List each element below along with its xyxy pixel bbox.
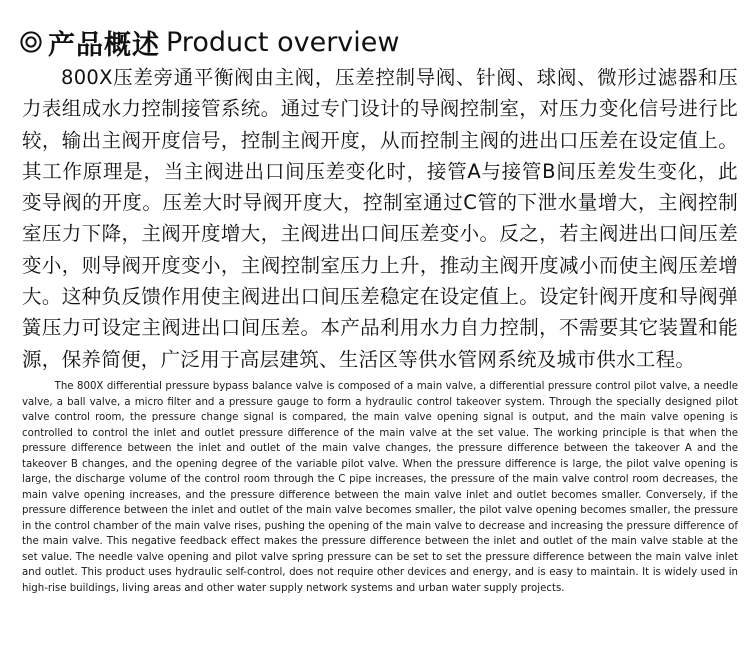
english-paragraph: The 800X differential pressure bypass balance valve is composed of a main valve, a differential pressure control pilot valve, a needle valve, a ball valve, a micro filter and a pressure gauge to form a hydraulic control takeover system. Through the specially designed pilot valve control room, the pressure change signal is compared, the main valve opening signal is output, and the main valve opening is controlled to control the inlet and outlet pressure difference of the main valve at the set value. The working principle is that when the pressure difference between the inlet and outlet of the main valve changes, the pressure difference between the takeover A and the takeover B changes, and the opening degree of the variable pilot valve. When the pressure difference is large, the pilot valve opening is large, the discharge volume of the control room through the C pipe increases, the pressure of the main valve control room decreases, the main valve opening increases, and the pressure difference between the main valve inlet and outlet becomes smaller. Conversely, if the pressure difference between the inlet and outlet of the main valve becomes smaller, the pilot valve opening becomes smaller, the pressure in the control chamber of the main valve rises, pushing the opening of the main valve to decrease and increasing the pressure difference of the main valve. This negative feedback effect makes the pressure difference between the inlet and outlet of the main valve stable at the set value. The needle valve opening and pilot valve spring pressure can be set to set the pressure difference between the main valve inlet and outlet. This product uses hydraulic self-control, does not require other devices and energy, and is easy to maintain. It is widely used in high-rise buildings, living areas and other water supply network systems and urban water supply projects. <box>22 381 738 594</box>
chinese-paragraph: 800X压差旁通平衡阀由主阀，压差控制导阀、针阀、球阀、微形过滤器和压力表组成水力控制接管系统。通过专门设计的导阀控制室，对压力变化信号进行比较，输出主阀开度信号，控制主阀开度，从而控制主阀的进出口压差在设定值上。其工作原理是，当主阀进出口间压差变化时，接管A与接管B间压差发生变化，此变导阀的开度。压差大时导阀开度大，控制室通过C管的下泄水量增大，主阀控制室压力下降，主阀开度增大，主阀进出口间压差变小。反之，若主阀进出口间压差变小，则导阀开度变小，主阀控制室压力上升，推动主阀开度减小而使主阀压差增大。这种负反馈作用使主阀进出口间压差稳定在设定值上。设定针阀开度和导阀弹簧压力可设定主阀进出口间压差。本产品利用水力自力控制，不需要其它装置和能源，保养简便，广泛用于高层建筑、生活区等供水管网系统及城市供水工程。 <box>22 66 738 371</box>
double-circle-icon <box>20 31 42 53</box>
heading-title-cn: 产品概述 <box>48 29 160 61</box>
section-heading <box>20 22 399 62</box>
heading-title-en: Product overview <box>166 26 400 58</box>
